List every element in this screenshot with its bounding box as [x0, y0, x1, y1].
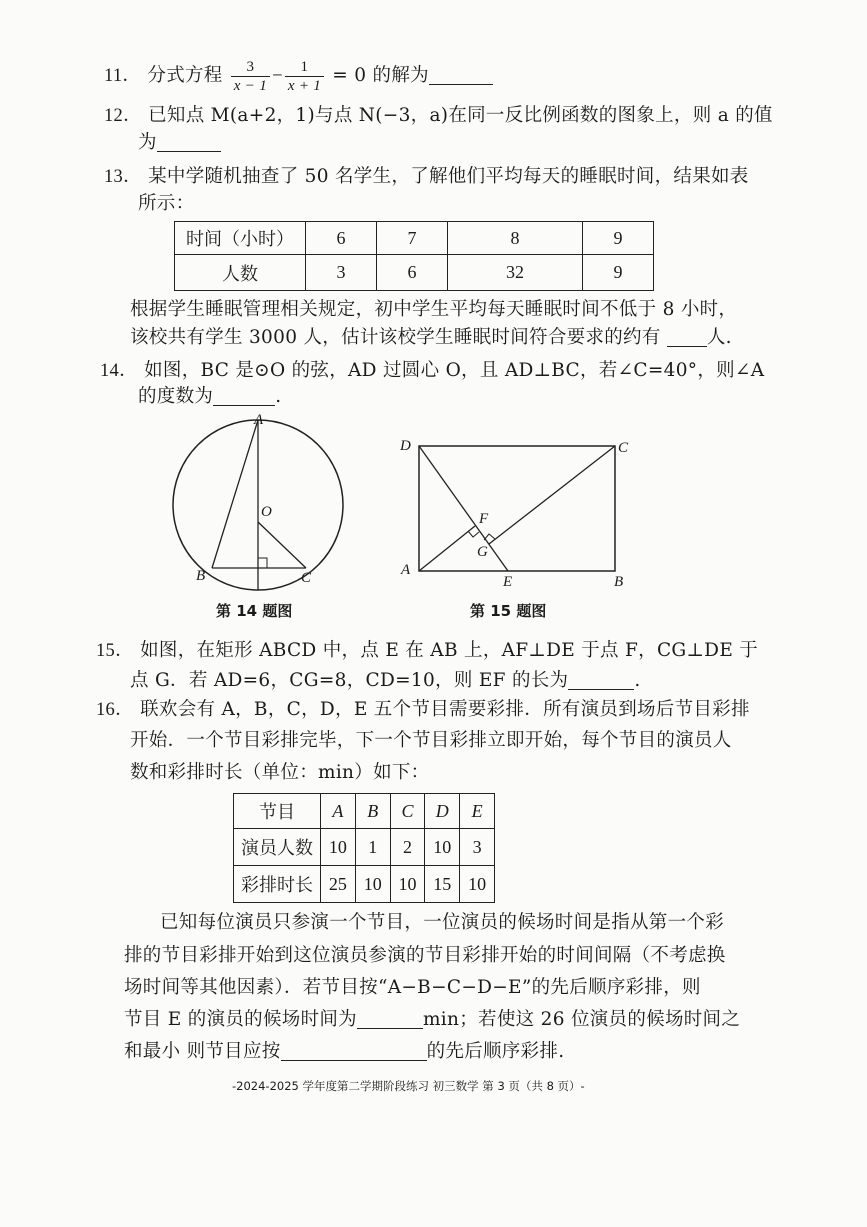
answer-blank[interactable] — [357, 1008, 423, 1029]
label-a: A — [401, 562, 411, 578]
question-13-line4: 该校共有学生 3000 人，估计该校学生睡眠时间符合要求的约有 人. — [130, 327, 732, 348]
question-16-line5: 排的节目彩排开始到这位演员参演的节目彩排开始的时间间隔（不考虑换 — [124, 945, 726, 966]
question-16-line7: 节目 E 的演员的候场时间为 min；若使这 26 位演员的候场时间之 — [124, 1009, 741, 1030]
table-row: 彩排时长 25 10 10 15 10 — [234, 866, 495, 903]
question-11: 11． 分式方程 $\frac{3}{x - 1}$ − $\frac{1}{x + 1}$ = 0 的解为 — [104, 56, 493, 96]
question-16-line8: 和最小 则节目应按 的先后顺序彩排. — [124, 1041, 565, 1062]
answer-blank[interactable] — [568, 669, 634, 690]
right-angle-mark-f — [468, 531, 479, 537]
question-16-line3: 数和彩排时长（单位：min）如下： — [130, 762, 430, 783]
line-oc — [258, 522, 306, 568]
question-number: 11． — [104, 66, 142, 86]
question-text: 联欢会有 A，B，C，D，E 五个节目需要彩排．所有演员到场后节目彩排 — [140, 699, 750, 720]
question-16 — [96, 697, 750, 723]
rectangle-abcd — [419, 446, 615, 571]
label-f: F — [479, 511, 489, 527]
line-cg — [489, 446, 615, 544]
answer-blank[interactable] — [157, 131, 221, 152]
page-footer: -2024-2025 学年度第二学期阶段练习 初三数学 第 3 页（共 8 页）- — [232, 1079, 585, 1093]
answer-blank[interactable] — [281, 1040, 427, 1061]
question-number: 14． — [100, 361, 138, 381]
table-row: 时间（小时） 6 7 8 9 — [175, 222, 654, 255]
answer-blank[interactable] — [429, 64, 493, 85]
answer-blank[interactable] — [667, 326, 707, 347]
question-text: 分式方程 — [147, 65, 223, 86]
table-row: 人数 3 6 32 9 — [175, 255, 654, 291]
figure-15-caption: 第 15 题图 — [470, 602, 547, 620]
fraction-1: $\frac{3}{x - 1}$ — [231, 58, 270, 95]
label-b: B — [614, 574, 624, 590]
answer-blank[interactable] — [213, 385, 275, 406]
question-13-line2: 所示： — [138, 193, 195, 214]
label-c: C — [618, 440, 629, 456]
figure-14-caption: 第 14 题图 — [216, 602, 293, 620]
question-15 — [96, 638, 758, 664]
line-ab — [212, 420, 258, 568]
table-row: 节目 A B C D E — [234, 794, 495, 829]
question-number: 16． — [96, 700, 134, 720]
question-16-line4: 已知每位演员只参演一个节目，一位演员的候场时间是指从第一个彩 — [160, 912, 725, 933]
line-de — [419, 446, 508, 571]
question-number: 13． — [104, 167, 142, 187]
question-text: 已知点 M(a+2，1)与点 N(−3，a)在同一反比例函数的图象上，则 a 的值 — [148, 105, 773, 126]
question-text: 如图，在矩形 ABCD 中，点 E 在 AB 上，AF⊥DE 于点 F，CG⊥DE 于 — [140, 640, 759, 661]
table-row: 演员人数 10 1 2 10 3 — [234, 829, 495, 866]
question-number: 12． — [104, 106, 142, 126]
line-af — [419, 526, 475, 571]
question-14-line2: 的度数为 . — [138, 386, 282, 407]
question-text: 如图，BC 是⊙O 的弦，AD 过圆心 O，且 AD⊥BC，若∠C=40°，则∠A — [144, 360, 765, 381]
question-16-line2: 开始．一个节目彩排完毕，下一个节目彩排立即开始，每个节目的演员人 — [130, 730, 732, 751]
question-text: 某中学随机抽查了 50 名学生，了解他们平均每天的睡眠时间，结果如表 — [148, 166, 749, 187]
question-15-line2: 点 G．若 AD=6，CG=8，CD=10，则 EF 的长为 . — [130, 670, 641, 691]
question-number: 15． — [96, 641, 134, 661]
question-12 — [104, 103, 773, 129]
question-16-line6: 场时间等其他因素）．若节目按“A−B−C−D−E”的先后顺序彩排，则 — [124, 977, 701, 998]
figure-15-rectangle-diagram — [395, 430, 640, 590]
question-14 — [100, 358, 764, 384]
fraction-2: $\frac{1}{x + 1}$ — [285, 58, 324, 95]
question-13 — [104, 164, 749, 190]
rehearsal-table — [233, 793, 495, 903]
question-12-line2: 为 — [138, 130, 221, 156]
question-13-line3: 根据学生睡眠管理相关规定，初中学生平均每天睡眠时间不低于 8 小时， — [130, 299, 738, 320]
label-e: E — [503, 574, 513, 590]
sleep-table — [174, 221, 654, 291]
label-b: B — [196, 568, 206, 584]
question-text: = 0 的解为 — [332, 65, 429, 86]
label-g: G — [477, 544, 488, 560]
label-d: D — [400, 438, 411, 454]
label-a: A — [254, 412, 264, 428]
right-angle-mark — [258, 558, 267, 568]
label-o: O — [261, 504, 272, 520]
figure-14-circle-diagram — [170, 410, 360, 600]
label-c: C — [301, 570, 312, 586]
